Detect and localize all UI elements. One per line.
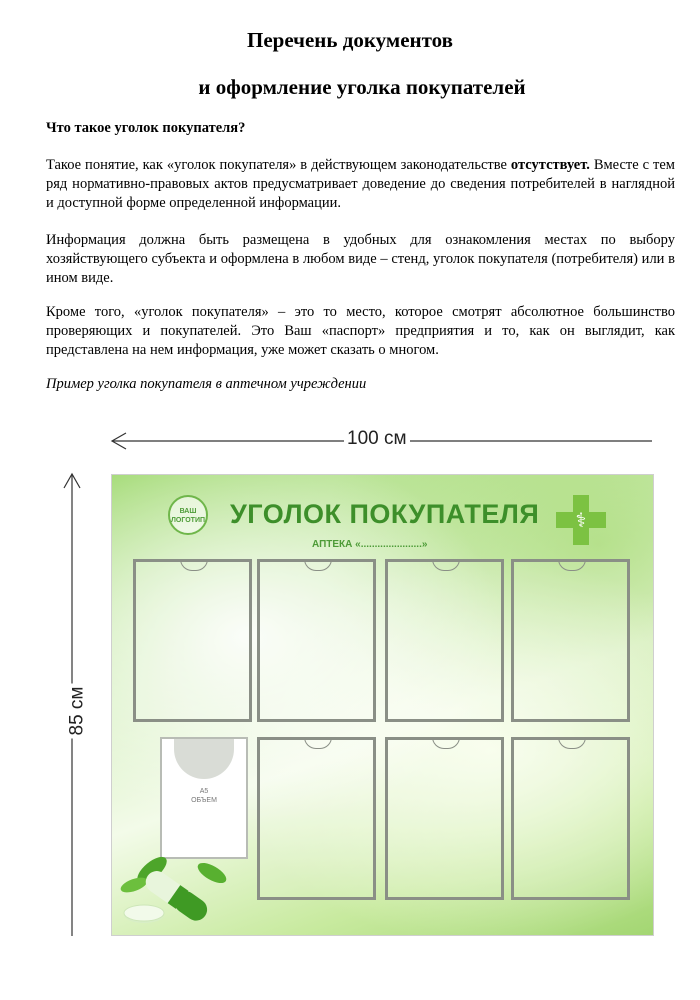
paragraph-1-bold: отсутствует. [510,157,590,173]
customer-corner-stand [111,474,654,936]
logo-line2: ЛОГОТИП [170,517,205,524]
a5-volume-label: ОБЪЕМ [191,797,217,804]
capsules-leaves-decoration [112,815,242,935]
paragraph-1-text-a: Такое понятие, как «уголок покупателя» в действующем законодательстве [46,157,511,173]
stand-subtitle: АПТЕКА «......................» [312,539,428,550]
width-dimension-label: 100 см [344,428,410,450]
logo-placeholder [168,495,208,535]
document-pocket [257,559,376,722]
pharmacy-cross-icon [556,495,606,545]
document-pocket [511,559,630,722]
logo-line1: ВАШ [179,508,197,515]
document-pocket [385,559,504,722]
document-pocket [257,737,376,900]
document-title-line1: Перечень документов [247,28,453,52]
figure-caption: Пример уголка покупателя в аптечном учреждении [46,376,367,392]
document-pocket [511,737,630,900]
document-pocket [385,737,504,900]
a5-pocket-cutout [174,739,234,779]
paragraph-1 [46,156,675,213]
a5-label: А5 [199,788,209,795]
document-title-line2: и оформление уголка покупателей [198,75,526,99]
document-pocket [133,559,252,722]
caduceus-icon: ⚕ [575,508,587,532]
paragraph-3: Кроме того, «уголок покупателя» – это то место, которое смотрят абсолютное большинство проверяющих и покупателей. Это Ваш «паспорт» предприятия и то, как он выглядит, как представлена на нем информация, уже может сказать о многом. [46,304,675,358]
paragraph-2: Информация должна быть размещена в удобных для ознакомления местах по выбору хозяйствующего субъекта и оформлена в любом виде – стенд, уголок покупателя (потребителя) или в ином виде. [46,232,675,286]
height-dimension-label: 85 см [66,684,88,739]
paragraph-1-text-b: Вместе с тем ряд нормативно-правовых актов предусматривает доведение до сведения потребителей в наглядной и доступной форме определенной информации. [46,157,675,211]
stand-title: УГОЛОК ПОКУПАТЕЛЯ [230,499,540,529]
section-heading: Что такое уголок покупателя? [46,120,246,136]
